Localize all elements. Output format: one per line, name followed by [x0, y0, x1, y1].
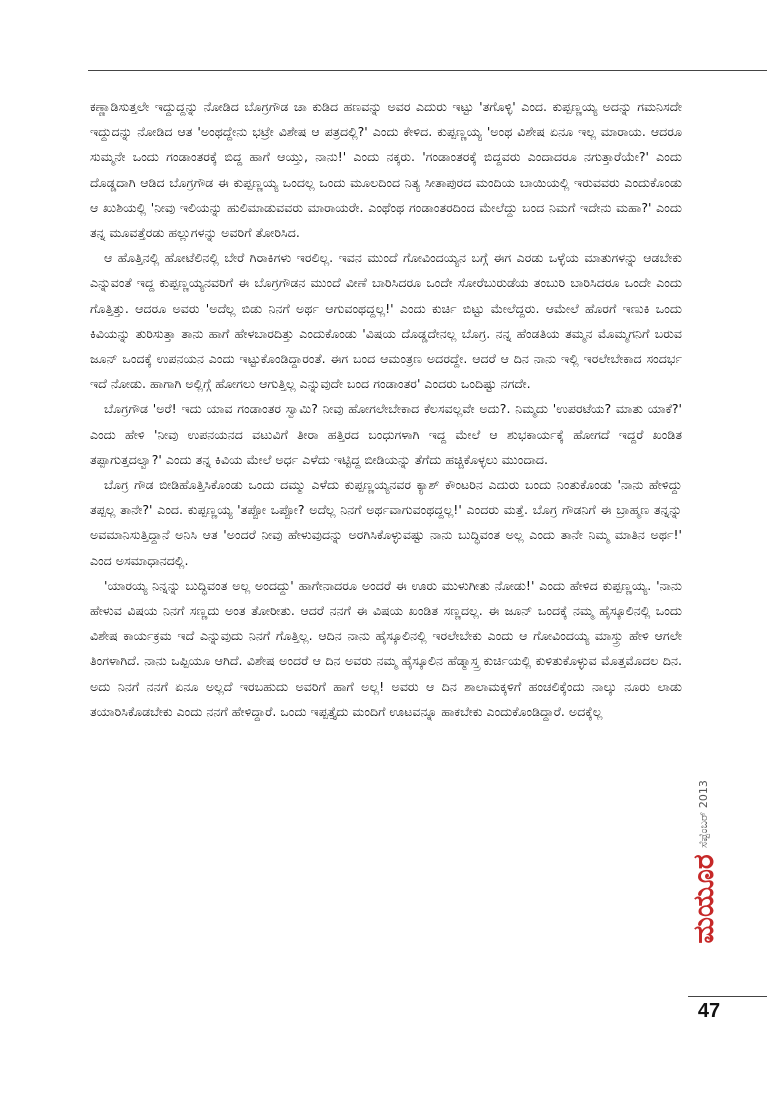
paragraph: ಆ ಹೊತ್ತಿನಲ್ಲಿ ಹೋಟೆಲಿನಲ್ಲಿ ಬೇರೆ ಗಿರಾಕಿಗಳು ಇರಲಿಲ್ಲ. ಇವನ ಮುಂದೆ ಗೋವಿಂದಯ್ಯನ ಬಗ್ಗೆ ಈಗ ಎರಡು ಒಳ್ಳೆಯ ಮಾತುಗಳನ್ನು ಆಡಬೇಕು ಎನ್ನುವಂತೆ ಇದ್ದ ಕುಪ್ಪಣ್ಣಯ್ಯನವರಿಗೆ ಈ ಬೊಗ್ರಗೌಡನ ಮುಂದೆ ವೀಣೆ ಬಾರಿಸಿದರೂ ಒಂದೇ ಸೋರೆಬುರುಡೆಯ ತಂಬುರಿ ಬಾರಿಸಿದರೂ ಒಂದೇ ಎಂದು ಗೊತ್ತಿತ್ತು. ಆದರೂ ಅವರು 'ಅದೆಲ್ಲ ಬಿಡು ನಿನಗೆ ಅರ್ಥ ಆಗುವಂಥದ್ದಲ್ಲ!' ಎಂದು ಕುರ್ಚಿ ಬಿಟ್ಟು ಮೇಲೆದ್ದರು. ಆಮೇಲೆ ಹೊರಗೆ ಇಣುಕಿ ಒಂದು ಕಿವಿಯನ್ನು ತುರಿಸುತ್ತಾ ತಾನು ಹಾಗೆ ಹೇಳಬಾರದಿತ್ತು ಎಂದುಕೊಂಡು 'ವಿಷಯ ದೊಡ್ಡದೇನಲ್ಲ ಬೊಗ್ರ. ನನ್ನ ಹೆಂಡತಿಯ ತಮ್ಮನ ಮೊಮ್ಮಗನಿಗೆ ಬರುವ ಜೂನ್ ಒಂದಕ್ಕೆ ಉಪನಯನ ಎಂದು ಇಟ್ಟುಕೊಂಡಿದ್ದಾರಂತೆ. ಈಗ ಬಂದ ಆಮಂತ್ರಣ ಅದರದ್ದೇ. ಆದರೆ ಆ ದಿನ ನಾನು ಇಲ್ಲಿ ಇರಲೇಬೇಕಾದ ಸಂದರ್ಭ ಇದೆ ನೋಡು. ಹಾಗಾಗಿ ಅಲ್ಲಿಗ್ಗೆ ಹೋಗಲು ಆಗುತ್ತಿಲ್ಲ ಎನ್ನುವುದೇ ಬಂದ ಗಂಡಾಂತರ' ಎಂದರು ಒಂದಿಷ್ಟು ನಗದೇ.: [90, 250, 682, 392]
magazine-sidebar: [688, 782, 718, 972]
paragraph: ಬೊಗ್ರಗೌಡ 'ಅರೆ! ಇದು ಯಾವ ಗಂಡಾಂತರ ಸ್ವಾಮಿ? ನೀವು ಹೋಗಲೇಬೇಕಾದ ಕೆಲಸವಲ್ಲವೇ ಅದು?. ನಿಮ್ಮದು 'ಉಪರಟೆಯ? ಮಾತು ಯಾಕೆ?' ಎಂದು ಹೇಳಿ 'ನೀವು ಉಪನಯನದ ವಟುವಿಗೆ ತೀರಾ ಹತ್ತಿರದ ಬಂಧುಗಳಾಗಿ ಇದ್ದ ಮೇಲೆ ಆ ಶುಭಕಾರ್ಯಕ್ಕೆ ಹೋಗದೆ ಇದ್ದರೆ ಖಂಡಿತ ತಪ್ಪಾಗುತ್ತದಲ್ವಾ?' ಎಂದು ತನ್ನ ಕಿವಿಯ ಮೇಲೆ ಅರ್ಧ ಎಳೆದು ಇಟ್ಟಿದ್ದ ಬೀಡಿಯನ್ನು ತೆಗೆದು ಹಚ್ಚಿಕೊಳ್ಳಲು ಮುಂದಾದ.: [90, 401, 682, 467]
article-body: [90, 94, 682, 724]
footer-divider: [688, 996, 767, 997]
paragraph: ಬೊಗ್ರ ಗೌಡ ಬೀಡಿಹೊತ್ತಿಸಿಕೊಂಡು ಒಂದು ದಮ್ಮು ಎಳೆದು ಕುಪ್ಪಣ್ಣಯ್ಯನವರ ಕ್ಯಾಶ್ ಕೌಂಟರಿನ ಎದುರು ಬಂದು ನಿಂತುಕೊಂಡು 'ನಾನು ಹೇಳಿದ್ದು ತಪ್ಪಲ್ಲ ತಾನೇ?' ಎಂದ. ಕುಪ್ಪಣ್ಣಯ್ಯ 'ತಪ್ಪೋ ಒಪ್ಪೋ? ಅದೆಲ್ಲ ನಿನಗೆ ಅರ್ಥವಾಗುವಂಥದ್ದಲ್ಲ!' ಎಂದರು ಮತ್ತೆ. ಬೊಗ್ರ ಗೌಡನಿಗೆ ಈ ಬ್ರಾಹ್ಮಣ ತನ್ನನ್ನು ಅವಮಾನಿಸುತ್ತಿದ್ದಾನೆ ಅನಿಸಿ ಆತ 'ಅಂದರೆ ನೀವು ಹೇಳುವುದನ್ನು ಅರಗಿಸಿಕೊಳ್ಳುವಷ್ಟು ನಾನು ಬುದ್ಧಿವಂತ ಅಲ್ಲ ಎಂದು ತಾನೇ ನಿಮ್ಮ ಮಾತಿನ ಅರ್ಥ!' ಎಂದ ಅಸಮಾಧಾನದಲ್ಲಿ.: [90, 477, 682, 568]
paragraph: ಕಣ್ಣಾಡಿಸುತ್ತಲೇ ಇದ್ದುದ್ದನ್ನು ನೋಡಿದ ಬೊಗ್ರಗೌಡ ಚಾ ಕುಡಿದ ಹಣವನ್ನು ಅವರ ಎದುರು ಇಟ್ಟು 'ತಗೊಳ್ಳಿ' ಎಂದ. ಕುಪ್ಪಣ್ಣಯ್ಯ ಅದನ್ನು ಗಮನಿಸದೇ ಇದ್ದುದನ್ನು ನೋಡಿದ ಆತ 'ಅಂಥದ್ದೇನು ಭಟ್ರೇ ವಿಶೇಷ ಆ ಪತ್ರದಲ್ಲಿ?' ಎಂದು ಕೇಳಿದ. ಕುಪ್ಪಣ್ಣಯ್ಯ 'ಅಂಥ ವಿಶೇಷ ಏನೂ ಇಲ್ಲ ಮಾರಾಯ. ಆದರೂ ಸುಮ್ಮನೇ ಒಂದು ಗಂಡಾಂತರಕ್ಕೆ ಬಿದ್ದ ಹಾಗೆ ಆಯ್ತು, ನಾನು!' ಎಂದು ನಕ್ಕರು. 'ಗಂಡಾಂತರಕ್ಕೆ ಬಿದ್ದವರು ಎಂದಾದರೂ ನಗುತ್ತಾರೆಯೇ?' ಎಂದು ದೊಡ್ಡದಾಗಿ ಆಡಿದ ಬೊಗ್ರಗೌಡ ಈ ಕುಪ್ಪಣ್ಣಯ್ಯ ಒಂದಲ್ಲ ಒಂದು ಮೂಲದಿಂದ ನಿತ್ಯ ಸೀತಾಪುರದ ಮಂದಿಯ ಬಾಯಿಯಲ್ಲಿ ಇರುವವರು ಎಂದುಕೊಂಡು ಆ ಖುಶಿಯಲ್ಲಿ 'ನೀವು ಇಲಿಯನ್ನು ಹುಲಿಮಾಡುವವರು ಮಾರಾಯರೇ. ಎಂಥೆಂಥ ಗಂಡಾಂತರದಿಂದ ಮೇಲೆದ್ದು ಬಂದ ನಿಮಗೆ ಇದೇನು ಮಹಾ?' ಎಂದು ತನ್ನ ಮೂವತ್ತೆರಡು ಹಲ್ಲುಗಳನ್ನು ಅವರಿಗೆ ತೋರಿಸಿದ.: [90, 99, 682, 241]
magazine-logo: ಮಯೂರ: [687, 854, 720, 944]
page-number: 47: [697, 1000, 721, 1022]
paragraph: 'ಯಾರಯ್ಯ ನಿನ್ನನ್ನು ಬುದ್ಧಿವಂತ ಅಲ್ಲ ಅಂದದ್ದು' ಹಾಗೇನಾದರೂ ಅಂದರೆ ಈ ಊರು ಮುಳುಗೀತು ನೋಡು!' ಎಂದು ಹೇಳಿದ ಕುಪ್ಪಣ್ಣಯ್ಯ. 'ನಾನು ಹೇಳುವ ವಿಷಯ ನಿನಗೆ ಸಣ್ಣದು ಅಂತ ತೋರೀತು. ಆದರೆ ನನಗೆ ಈ ವಿಷಯ ಖಂಡಿತ ಸಣ್ಣದಲ್ಲ. ಈ ಜೂನ್ ಒಂದಕ್ಕೆ ನಮ್ಮ ಹೈಸ್ಕೂಲಿನಲ್ಲಿ ಒಂದು ವಿಶೇಷ ಕಾರ್ಯಕ್ರಮ ಇದೆ ಎನ್ನುವುದು ನಿನಗೆ ಗೊತ್ತಿಲ್ಲ. ಆದಿನ ನಾನು ಹೈಸ್ಕೂಲಿನಲ್ಲಿ ಇರಲೇಬೇಕು ಎಂದು ಆ ಗೋವಿಂದಯ್ಯ ಮಾಸ್ತ್ರು ಹೇಳಿ ಆಗಲೇ ತಿಂಗಳಾಗಿದೆ. ನಾನು ಒಪ್ಪಿಯೂ ಆಗಿದೆ. ವಿಶೇಷ ಅಂದರೆ ಆ ದಿನ ಅವರು ನಮ್ಮ ಹೈಸ್ಕೂಲಿನ ಹೆಡ್ಮಾಸ್ತ್ರ ಕುರ್ಚಿಯಲ್ಲಿ ಕುಳಿತುಕೊಳ್ಳುವ ಮೊತ್ತಮೊದಲ ದಿನ. ಅದು ನಿನಗೆ ನನಗೆ ಏನೂ ಅಲ್ಲದೆ ಇರಬಹುದು ಅವರಿಗೆ ಹಾಗೆ ಅಲ್ಲ! ಅವರು ಆ ದಿನ ಶಾಲಾಮಕ್ಕಳಿಗೆ ಹಂಚಲಿಕ್ಕೆಂದು ನಾಲ್ಕು ನೂರು ಲಾಡು ತಯಾರಿಸಿಕೊಡಬೇಕು ಎಂದು ನನಗೆ ಹೇಳಿದ್ದಾರೆ. ಒಂದು ಇಪ್ಪತ್ತೈದು ಮಂದಿಗೆ ಊಟವನ್ನೂ ಹಾಕಬೇಕು ಎಂದುಕೊಂಡಿದ್ದಾರೆ. ಅದಕ್ಕೆಲ್ಲ: [90, 577, 682, 719]
issue-date: ಸೆಪ್ಟೆಂಬರ್ 2013: [697, 780, 710, 848]
header-divider: [88, 70, 767, 71]
